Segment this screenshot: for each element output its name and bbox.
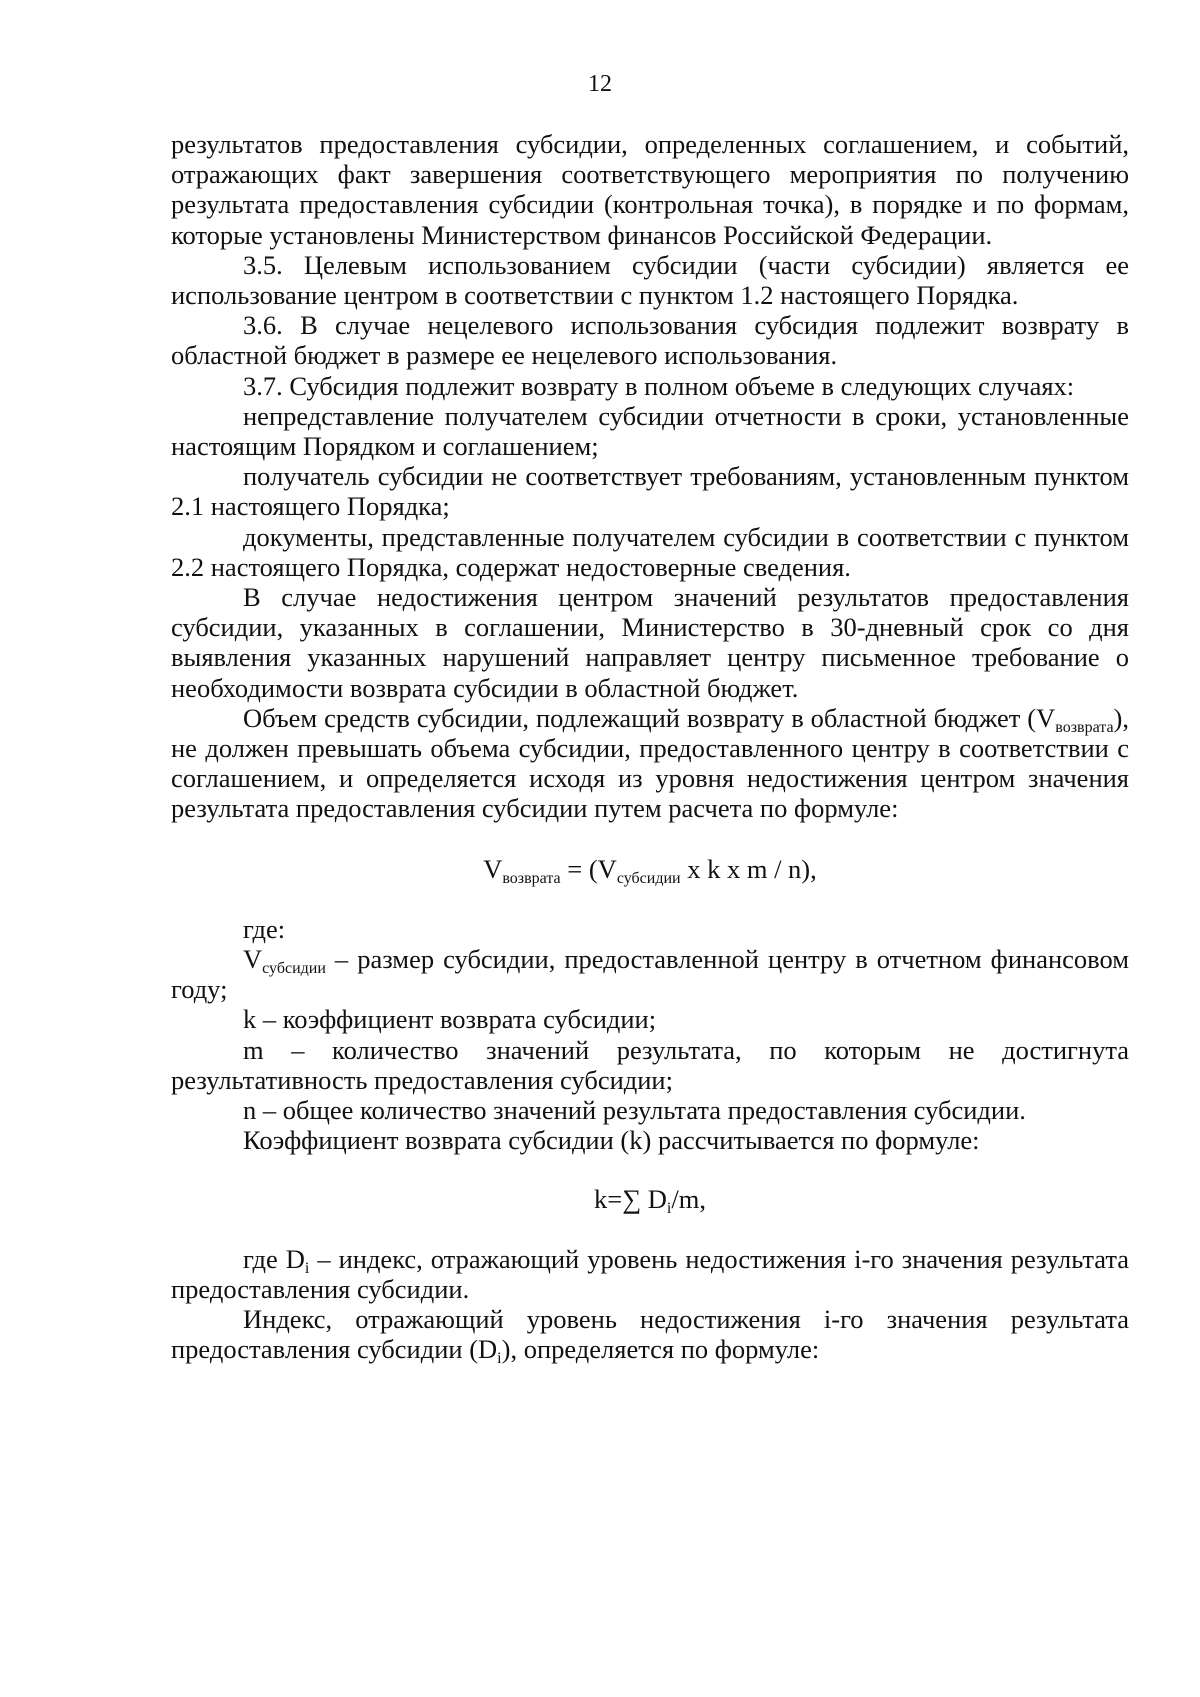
paragraph: В случае недостижения центром значений результатов предоставления субсидии, указанных в соглашении, Министерство в 30-дневный срок со дня выявления указанных нарушений направляет центру письменное требование о необходимости возврата субсидии в областной бюджет.	[171, 582, 1129, 703]
definition-item: k – коэффициент возврата субсидии;	[243, 1004, 657, 1035]
paragraph-3-6: 3.6. В случае нецелевого использования субсидия подлежит возврату в областной бюджет в размере ее нецелевого использования.	[171, 310, 1129, 371]
subscript: возврата	[502, 869, 561, 887]
list-item: документы, представленные получателем субсидии в соответствии с пунктом 2.2 настоящего Порядка, содержат недостоверные сведения.	[171, 521, 1129, 582]
subscript: субсидии	[262, 960, 326, 978]
text-span: где D	[243, 1243, 305, 1274]
subscript: i	[304, 1259, 310, 1277]
page-number: 12	[588, 71, 612, 97]
subscript: i	[497, 1350, 502, 1368]
text-span: V	[243, 944, 263, 975]
document-body	[171, 129, 1129, 1368]
paragraph: результатов предоставления субсидии, определенных соглашением, и событий, отражающих факт завершения соответствующего мероприятия по получению результата предоставления субсидии (контрольная точка), в порядке и по формам, которые установлены Министерством финансов Российской Федерации.	[171, 129, 1129, 250]
definition-item: n – общее количество значений результата предоставления субсидии.	[243, 1095, 1026, 1126]
definition-item: m – количество значений результата, по которым не достигнута результативность предоставления субсидии;	[171, 1034, 1129, 1095]
subscript: i	[666, 1199, 672, 1217]
formula-part: V	[483, 853, 503, 884]
subscript: субсидии	[616, 869, 681, 887]
text-span: Объем средств субсидии, подлежащий возврату в областной бюджет (V	[243, 702, 1056, 733]
paragraph: где:	[243, 913, 286, 944]
text-span: – размер субсидии, предоставленной центру в отчетном финансовом году;	[171, 944, 1129, 1005]
subscript: возврата	[1055, 718, 1114, 736]
formula-part: x k x m / n),	[680, 853, 817, 884]
paragraph	[171, 703, 1129, 824]
formula-part: = (V	[560, 853, 617, 884]
text-span: ), не должен превышать объема субсидии, предоставленного центру в соответствии с соглашением, и определяется исходя из уровня недостижения центром значения результата предоставления субсидии путем расчета по формуле:	[171, 702, 1129, 824]
text-span: – индекс, отражающий уровень недостижения i-го значения результата предоставления субсидии.	[171, 1243, 1129, 1304]
formula-part: k=∑ D	[594, 1183, 667, 1214]
paragraph-3-7: 3.7. Субсидия подлежит возврату в полном объеме в следующих случаях:	[243, 370, 1075, 401]
list-item: получатель субсидии не соответствует требованиям, установленным пунктом 2.1 настоящего Порядка;	[171, 461, 1129, 522]
list-item: непредставление получателем субсидии отчетности в сроки, установленные настоящим Порядком и соглашением;	[171, 400, 1129, 462]
text-span: Индекс, отражающий уровень недостижения i-го значения результата предоставления субсидии (D	[171, 1304, 1129, 1365]
formula-part: /m,	[671, 1183, 706, 1214]
text-span: ), определяется по формуле:	[501, 1334, 820, 1365]
definition-item	[171, 944, 1129, 1004]
formula-return-amount	[171, 853, 1129, 887]
formula-coefficient	[171, 1183, 1129, 1217]
paragraph	[171, 1244, 1129, 1304]
paragraph-3-5: 3.5. Целевым использованием субсидии (части субсидии) является ее использование центром в соответствии с пунктом 1.2 настоящего Порядка.	[171, 249, 1129, 311]
paragraph	[171, 1304, 1129, 1368]
paragraph: Коэффициент возврата субсидии (k) рассчитывается по формуле:	[243, 1125, 980, 1156]
